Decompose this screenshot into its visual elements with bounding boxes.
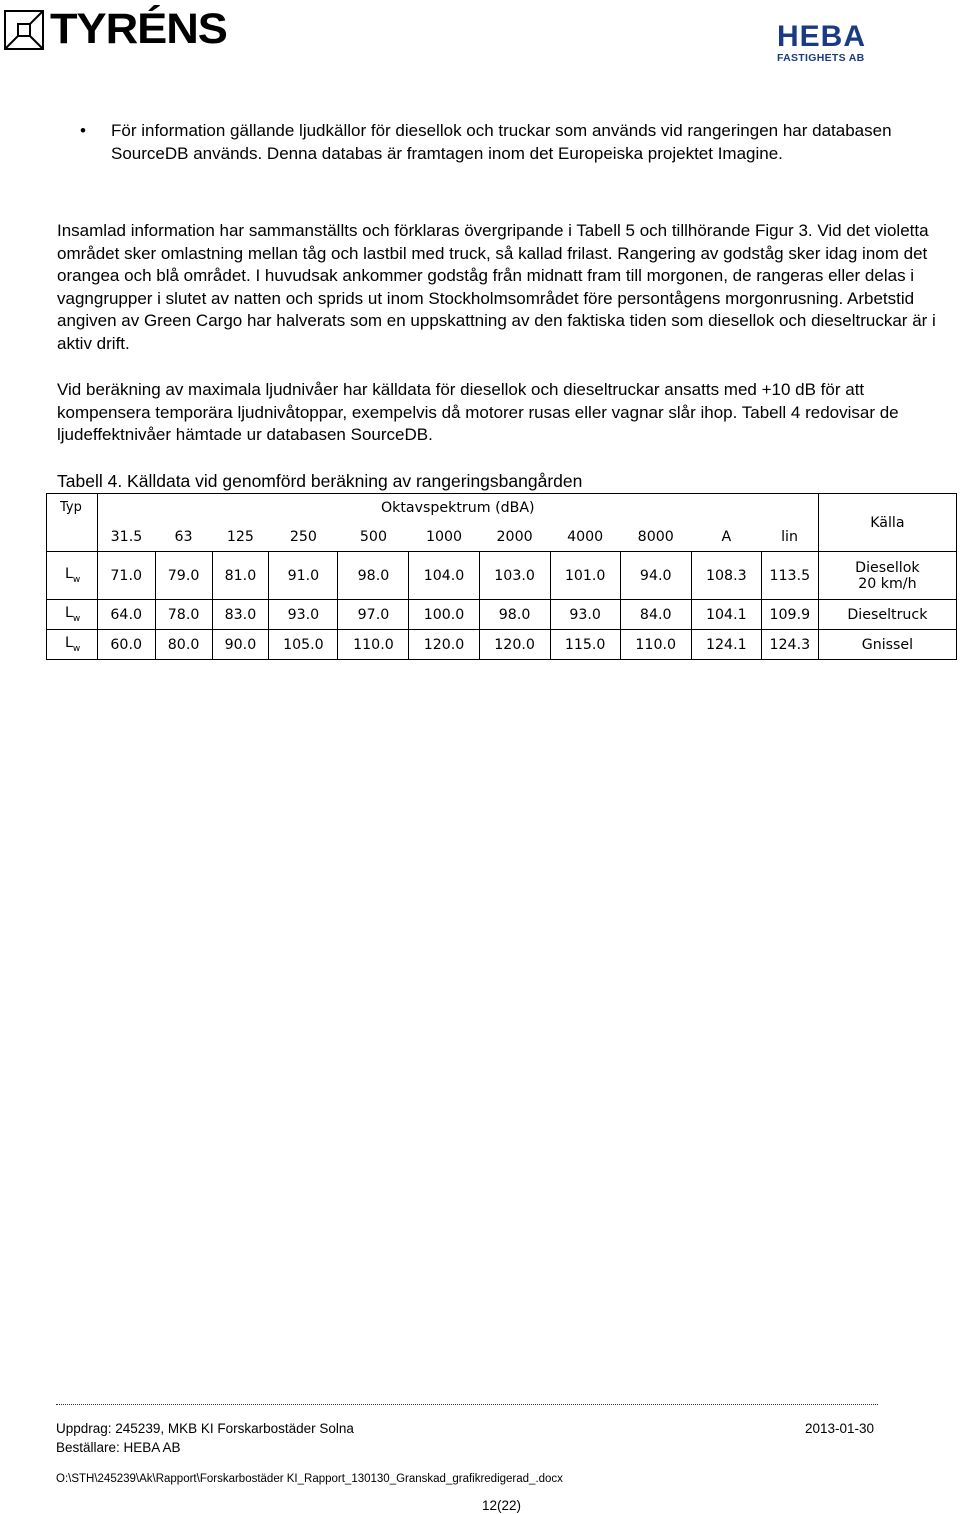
row-type: [47, 600, 98, 630]
bullet-marker: •: [80, 121, 86, 140]
freq-header: 500: [338, 523, 409, 552]
row-source: Dieseltruck: [818, 600, 956, 630]
tyrens-logo: [4, 5, 227, 53]
footer-client: Beställare: HEBA AB: [56, 1440, 181, 1455]
footer-date: 2013-01-30: [805, 1421, 875, 1436]
table-cell: 93.0: [269, 600, 338, 630]
table-cell: 98.0: [338, 552, 409, 600]
row-type-main: L: [65, 566, 73, 583]
footer-divider: [56, 1404, 878, 1405]
row-source-line2: 20 km/h: [858, 575, 917, 592]
row-type: [47, 552, 98, 600]
table-cell: 60.0: [97, 630, 155, 660]
table-cell: 80.0: [155, 630, 212, 660]
freq-header: 63: [155, 523, 212, 552]
header-typ: Typ: [47, 494, 98, 523]
row-type-sub: w: [72, 613, 81, 624]
table-cell: 98.0: [479, 600, 550, 630]
table-cell: 101.0: [550, 552, 620, 600]
table-cell: 94.0: [620, 552, 691, 600]
freq-header: lin: [761, 523, 818, 552]
table-cell: 104.1: [691, 600, 761, 630]
table-cell: 124.1: [691, 630, 761, 660]
paragraph-collected-information: Insamlad information har sammanställts och förklaras övergripande i Tabell 5 och tillhörande Figur 3. Vid det violetta området sker omlastning mellan tåg och lastbil med truck, så kallad frilast. Rangering av godståg sker idag inom det orangea och blå området. I huvudsak ankommer godståg från midnatt fram till morgonen, de rangeras eller delas i vagngrupper i slutet av natten och sprids ut inom Stockholmsområdet före persontågens morgonrusning. Arbetstid angiven av Green Cargo har halverats som en uppskattning av den faktiska tiden som diesellok och dieseltruckar är i aktiv drift.: [57, 221, 936, 353]
heba-logo: [777, 22, 866, 65]
freq-header: A: [691, 523, 761, 552]
heba-logo-text: HEBA: [776, 20, 866, 53]
table-cell: 90.0: [212, 630, 269, 660]
header-octave-spectrum: Oktavspektrum (dBA): [97, 494, 818, 523]
table-row: [47, 600, 957, 630]
table-cell: 91.0: [269, 552, 338, 600]
row-type-sub: w: [72, 643, 81, 654]
row-type-sub: w: [72, 574, 81, 585]
table-cell: 103.0: [479, 552, 550, 600]
table-cell: 120.0: [409, 630, 479, 660]
table-cell: 100.0: [409, 600, 479, 630]
table-cell: 108.3: [691, 552, 761, 600]
table-cell: 83.0: [212, 600, 269, 630]
freq-header: 250: [269, 523, 338, 552]
table-cell: 93.0: [550, 600, 620, 630]
table-cell: 109.9: [761, 600, 818, 630]
bullet-text: För information gällande ljudkällor för diesellok och truckar som används vid rangeringen har databasen SourceDB används. Denna databas är framtagen inom det Europeiska projektet Imagine.: [111, 121, 892, 163]
source-data-table: [46, 493, 957, 660]
table-cell: 113.5: [761, 552, 818, 600]
freq-header: 1000: [409, 523, 479, 552]
table-cell: 120.0: [479, 630, 550, 660]
freq-header: 31.5: [97, 523, 155, 552]
table-cell: 64.0: [97, 600, 155, 630]
footer-page-number: 12(22): [482, 1498, 522, 1513]
freq-header: 8000: [620, 523, 691, 552]
table-cell: 79.0: [155, 552, 212, 600]
header-typ-blank: [47, 523, 98, 552]
row-source: [818, 552, 956, 600]
table-cell: 110.0: [620, 630, 691, 660]
table-cell: 105.0: [269, 630, 338, 660]
table-cell: 71.0: [97, 552, 155, 600]
table-cell: 84.0: [620, 600, 691, 630]
row-type-main: L: [65, 635, 73, 652]
table-caption: Tabell 4. Källdata vid genomförd beräkning av rangeringsbangården: [57, 471, 583, 491]
table-row: [47, 552, 957, 600]
table-cell: 104.0: [409, 552, 479, 600]
row-source-line1: Diesellok: [855, 559, 920, 576]
heba-logo-subtext: FASTIGHETS AB: [776, 52, 865, 64]
table-cell: 81.0: [212, 552, 269, 600]
paragraph-max-levels: Vid beräkning av maximala ljudnivåer har källdata för diesellok och dieseltruckar ansatts med +10 dB för att kompensera temporära ljudnivåtoppar, exempelvis då motorer rusas eller vagnar slår ihop. Tabell 4 redovisar de ljudeffektnivåer hämtade ur databasen SourceDB.: [57, 380, 899, 445]
row-source: Gnissel: [818, 630, 956, 660]
row-type-main: L: [65, 605, 73, 622]
table-cell: 124.3: [761, 630, 818, 660]
tyrens-logo-text: TYRÉNS: [50, 5, 227, 53]
row-type: [47, 630, 98, 660]
footer-file-path: O:\STH\245239\Ak\Rapport\Forskarbostäder KI_Rapport_130130_Granskad_grafikredigerad_.docx: [56, 1473, 563, 1485]
table-cell: 110.0: [338, 630, 409, 660]
freq-header: 2000: [479, 523, 550, 552]
table-cell: 97.0: [338, 600, 409, 630]
header-source: Källa: [818, 494, 956, 552]
tyrens-emblem-icon: [4, 10, 44, 50]
freq-header: 4000: [550, 523, 620, 552]
footer-assignment: Uppdrag: 245239, MKB KI Forskarbostäder Solna: [56, 1421, 354, 1436]
table-row: [47, 630, 957, 660]
freq-header: 125: [212, 523, 269, 552]
table-cell: 115.0: [550, 630, 620, 660]
table-cell: 78.0: [155, 600, 212, 630]
